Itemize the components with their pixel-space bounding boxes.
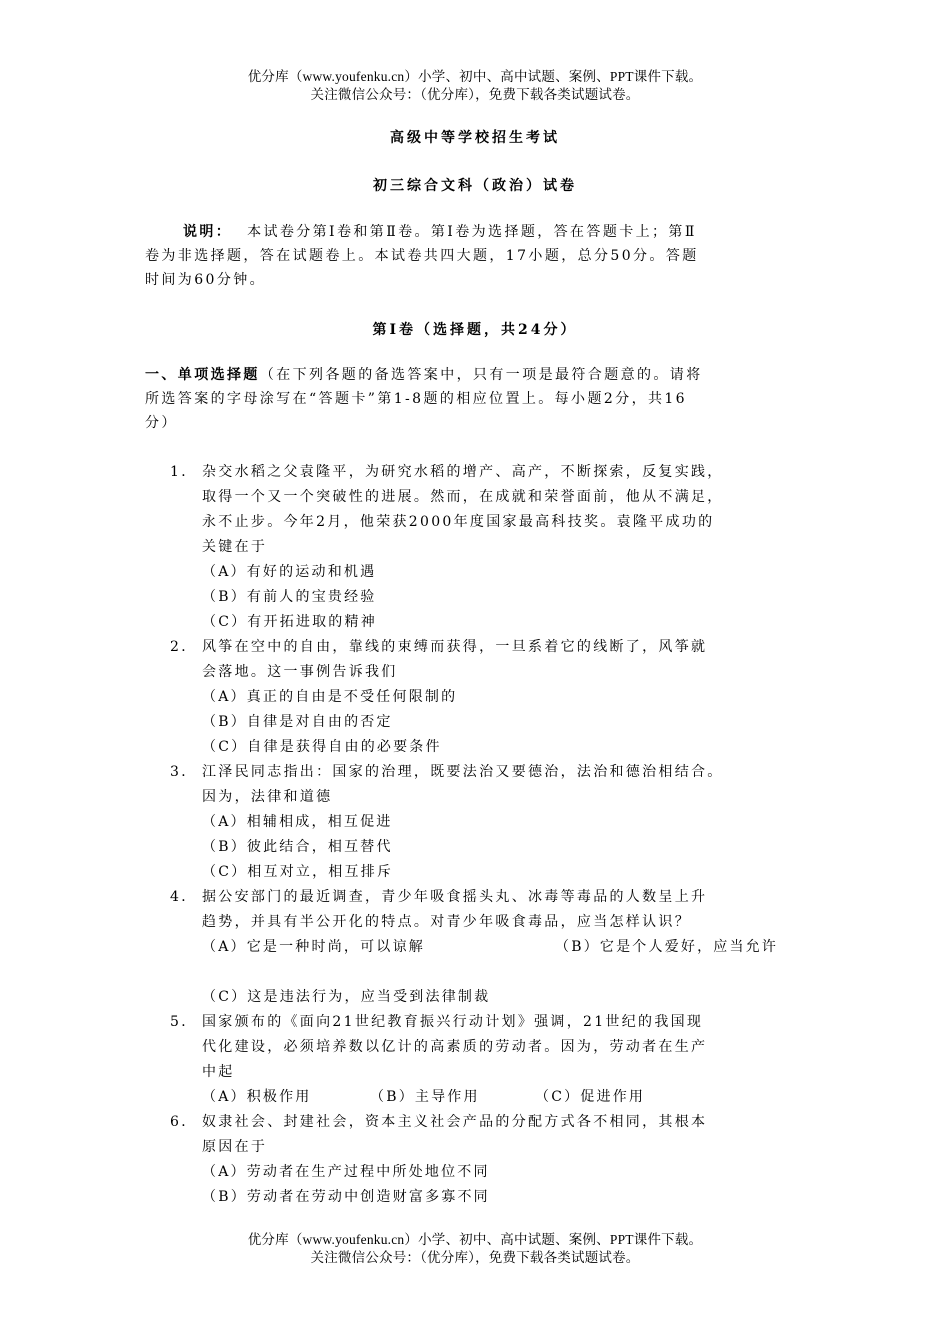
question-4-option-a: （A）它是一种时尚，可以谅解: [202, 939, 425, 955]
question-3-line-2: 因为，法律和道德: [202, 789, 333, 805]
question-1-line-3: 永不止步。今年2月，他荣获2000年度国家最高科技奖。袁隆平成功的: [202, 514, 715, 530]
question-5-line-1: 国家颁布的《面向21世纪教育振兴行动计划》强调，21世纪的我国现: [202, 1014, 704, 1030]
section-1-line-3: 分）: [145, 415, 178, 431]
question-6-option-a: （A）劳动者在生产过程中所处地位不同: [202, 1164, 490, 1180]
question-1-line-1: 杂交水稻之父袁隆平，为研究水稻的增产、高产，不断探索，反复实践，: [202, 464, 724, 480]
footer-line-2: 关注微信公众号：（优分库），免费下载各类试题试卷。: [310, 1250, 640, 1265]
question-5-line-3: 中起: [202, 1064, 235, 1080]
question-1-option-c: （C）有开拓进取的精神: [202, 614, 377, 630]
section-1-label: 一、单项选择题: [145, 367, 260, 383]
question-number: 1．: [170, 464, 198, 480]
instructions-line-1: 本试卷分第Ⅰ卷和第Ⅱ卷。第Ⅰ卷为选择题，答在答题卡上；第Ⅱ: [247, 224, 697, 240]
part-1-title: 第Ⅰ卷（选择题，共24分）: [372, 322, 578, 338]
question-3-option-b: （B）彼此结合，相互替代: [202, 839, 393, 855]
question-3-option-a: （A）相辅相成，相互促进: [202, 814, 393, 830]
question-2-option-c: （C）自律是获得自由的必要条件: [202, 739, 442, 755]
question-2-line-2: 会落地。这一事例告诉我们: [202, 664, 398, 680]
exam-subtitle: 初三综合文科（政治）试卷: [373, 178, 577, 194]
question-number: 2．: [170, 639, 198, 655]
question-1-option-b: （B）有前人的宝贵经验: [202, 589, 377, 605]
question-1-line-2: 取得一个又一个突破性的进展。然而，在成就和荣誉面前，他从不满足，: [202, 489, 724, 505]
question-6-line-2: 原因在于: [202, 1139, 268, 1155]
question-2-option-b: （B）自律是对自由的否定: [202, 714, 393, 730]
question-5-option-b: （B）主导作用: [370, 1089, 480, 1105]
exam-title: 高级中等学校招生考试: [390, 130, 560, 146]
question-1-option-a: （A）有好的运动和机遇: [202, 564, 377, 580]
question-2-line-1: 风筝在空中的自由，靠线的束缚而获得，一旦系着它的线断了，风筝就: [202, 639, 708, 655]
instructions-line-3: 时间为60分钟。: [145, 272, 267, 288]
header-line-2: 关注微信公众号：（优分库），免费下载各类试题试卷。: [310, 87, 640, 102]
question-number: 6．: [170, 1114, 198, 1130]
question-4-option-c: （C）这是违法行为，应当受到法律制裁: [202, 989, 491, 1005]
question-6-option-b: （B）劳动者在劳动中创造财富多寡不同: [202, 1189, 490, 1205]
question-5-option-a: （A）积极作用: [202, 1089, 312, 1105]
section-1-heading: [145, 363, 815, 435]
footer-line-1: 优分库（www.youfenku.cn）小学、初中、高中试题、案例、PPT课件下载。: [247, 1232, 703, 1247]
section-1-line-2: 所选答案的字母涂写在“答题卡”第1-8题的相应位置上。每小题2分，共16: [145, 391, 687, 407]
question-4-option-b: （B）它是个人爱好，应当允许: [555, 939, 779, 955]
question-number: 3．: [170, 764, 198, 780]
question-3-option-c: （C）相互对立，相互排斥: [202, 864, 394, 880]
question-6-line-1: 奴隶社会、封建社会，资本主义社会产品的分配方式各不相同，其根本: [202, 1114, 708, 1130]
question-4-line-2: 趋势，并具有半公开化的特点。对青少年吸食毒品，应当怎样认识？: [202, 914, 691, 930]
question-5-line-2: 代化建设，必须培养数以亿计的高素质的劳动者。因为，劳动者在生产: [202, 1039, 708, 1055]
header-line-1: 优分库（www.youfenku.cn）小学、初中、高中试题、案例、PPT课件下载。: [247, 69, 703, 84]
question-5-option-c: （C）促进作用: [535, 1089, 646, 1105]
instructions-line-2: 卷为非选择题，答在试题卷上。本试卷共四大题，17小题，总分50分。答题: [145, 248, 699, 264]
instructions-label: 说明：: [183, 224, 233, 240]
question-1-line-4: 关键在于: [202, 539, 268, 555]
question-2-option-a: （A）真正的自由是不受任何限制的: [202, 689, 458, 705]
question-3-line-1: 江泽民同志指出：国家的治理，既要法治又要德治，法治和德治相结合。: [202, 764, 724, 780]
question-number: 4．: [170, 889, 198, 905]
question-4-line-1: 据公安部门的最近调查，青少年吸食摇头丸、冰毒等毒品的人数呈上升: [202, 889, 708, 905]
section-1-line-1: （在下列各题的备选答案中，只有一项是最符合题意的。请将: [259, 367, 703, 383]
question-number: 5．: [170, 1014, 198, 1030]
instructions: [145, 220, 815, 292]
